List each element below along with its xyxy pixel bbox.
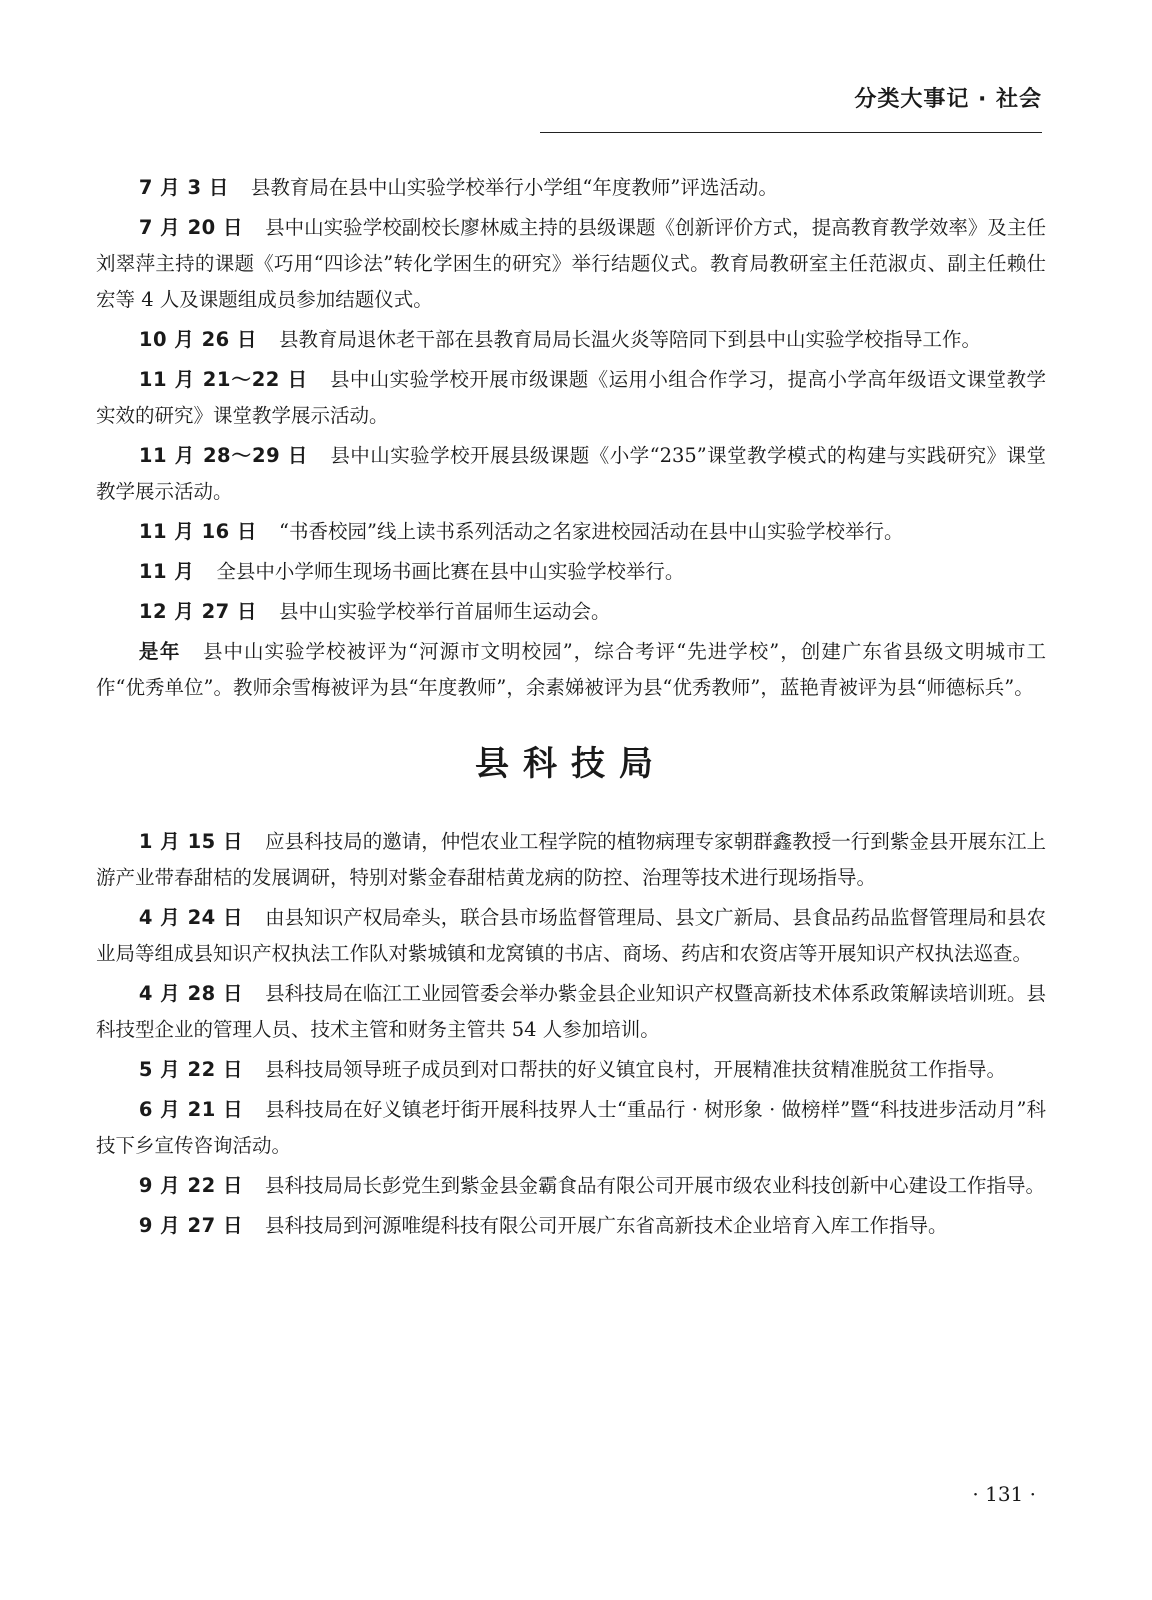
chronicle-entry <box>96 362 1046 434</box>
entry-date: 12 月 27 日 <box>138 600 258 623</box>
entry-text: “书香校园”线上读书系列活动之名家进校园活动在县中山实验学校举行。 <box>279 520 904 543</box>
entry-text: 县中山实验学校举行首届师生运动会。 <box>279 600 611 623</box>
entry-date: 4 月 24 日 <box>138 906 244 929</box>
entry-text: 全县中小学师生现场书画比赛在县中山实验学校举行。 <box>216 560 685 583</box>
entry-text: 县教育局在县中山实验学校举行小学组“年度教师”评选活动。 <box>250 176 778 199</box>
entry-text: 由县知识产权局牵头，联合县市场监督管理局、县文广新局、县食品药品监督管理局和县农业局等组成县知识产权执法工作队对紫城镇和龙窝镇的书店、商场、药店和农资店等开展知识产权执法巡查。 <box>96 906 1046 965</box>
entry-date: 7 月 20 日 <box>138 216 244 239</box>
chronicle-entry <box>96 594 1046 630</box>
chronicle-entry <box>96 322 1046 358</box>
entry-text: 县中山实验学校开展县级课题《小学“235”课堂教学模式的构建与实践研究》课堂教学展示活动。 <box>96 444 1046 503</box>
page-number: · 131 · <box>972 1482 1036 1506</box>
entry-text: 应县科技局的邀请，仲恺农业工程学院的植物病理专家朝群鑫教授一行到紫金县开展东江上游产业带春甜桔的发展调研，特别对紫金春甜桔黄龙病的防控、治理等技术进行现场指导。 <box>96 830 1046 889</box>
entry-date: 11 月 16 日 <box>138 520 258 543</box>
chronicle-entry <box>96 824 1046 896</box>
entry-text: 县科技局在好义镇老圩街开展科技界人士“重品行 · 树形象 · 做榜样”暨“科技进步活动月”科技下乡宣传咨询活动。 <box>96 1098 1046 1157</box>
content-body <box>96 170 1046 1248</box>
entry-date: 11 月 28～29 日 <box>138 444 309 467</box>
chronicle-entry <box>96 634 1046 706</box>
entry-text: 县教育局退休老干部在县教育局局长温火炎等陪同下到县中山实验学校指导工作。 <box>279 328 982 351</box>
entry-date: 是年 <box>138 640 181 663</box>
chronicle-entry <box>96 554 1046 590</box>
entry-date: 11 月 <box>138 560 195 583</box>
entry-date: 7 月 3 日 <box>138 176 229 199</box>
chronicle-entry <box>96 900 1046 972</box>
entry-date: 9 月 22 日 <box>138 1174 243 1197</box>
header-rule <box>540 132 1042 133</box>
chronicle-entry <box>96 170 1046 206</box>
chronicle-entry <box>96 976 1046 1048</box>
entry-text: 县科技局领导班子成员到对口帮扶的好义镇宜良村，开展精准扶贫精准脱贫工作指导。 <box>264 1058 1006 1081</box>
entry-date: 1 月 15 日 <box>138 830 244 853</box>
entry-text: 县科技局在临江工业园管委会举办紫金县企业知识产权暨高新技术体系政策解读培训班。县科技型企业的管理人员、技术主管和财务主管共 54 人参加培训。 <box>96 982 1046 1041</box>
entry-date: 6 月 21 日 <box>138 1098 244 1121</box>
running-header: 分类大事记 · 社会 <box>854 87 1042 112</box>
chronicle-entry <box>96 438 1046 510</box>
entry-text: 县中山实验学校开展市级课题《运用小组合作学习，提高小学高年级语文课堂教学实效的研究》课堂教学展示活动。 <box>96 368 1046 427</box>
entry-date: 5 月 22 日 <box>138 1058 243 1081</box>
entry-text: 县科技局局长彭党生到紫金县金霸食品有限公司开展市级农业科技创新中心建设工作指导。 <box>264 1174 1045 1197</box>
entry-text: 县科技局到河源唯缇科技有限公司开展广东省高新技术企业培育入库工作指导。 <box>264 1214 948 1237</box>
chronicle-entry <box>96 1168 1046 1204</box>
entry-date: 10 月 26 日 <box>138 328 258 351</box>
entry-date: 4 月 28 日 <box>138 982 244 1005</box>
section-title: 县科技局 <box>475 744 667 784</box>
chronicle-entry <box>96 1052 1046 1088</box>
entry-date: 9 月 27 日 <box>138 1214 243 1237</box>
entry-date: 11 月 21～22 日 <box>138 368 308 391</box>
entry-text: 县中山实验学校被评为“河源市文明校园”，综合考评“先进学校”，创建广东省县级文明城市工作“优秀单位”。教师余雪梅被评为县“年度教师”，余素娣被评为县“优秀教师”，蓝艳青被评为县“师德标兵”。 <box>96 640 1046 699</box>
chronicle-entry <box>96 210 1046 318</box>
chronicle-entry <box>96 1092 1046 1164</box>
entry-text: 县中山实验学校副校长廖林威主持的县级课题《创新评价方式，提高教育教学效率》及主任刘翠萍主持的课题《巧用“四诊法”转化学困生的研究》举行结题仪式。教育局教研室主任范淑贞、副主任赖仕宏等 4 人及课题组成员参加结题仪式。 <box>96 216 1046 311</box>
chronicle-entry <box>96 1208 1046 1244</box>
chronicle-entry <box>96 514 1046 550</box>
